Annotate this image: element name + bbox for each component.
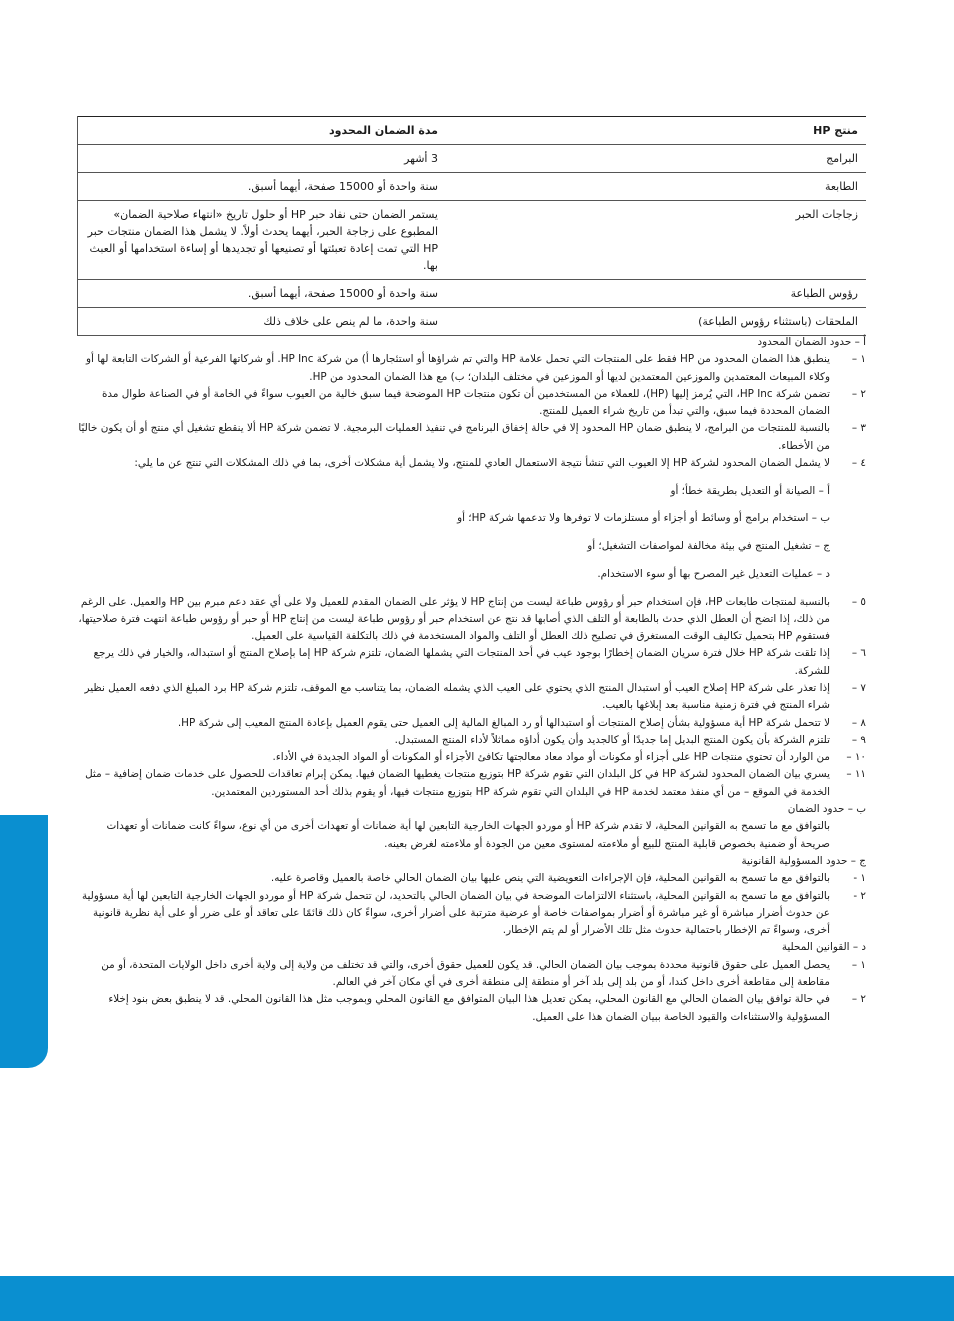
item-number: ٥ – bbox=[851, 595, 866, 608]
item-text: بالتوافق مع ما تسمح به القوانين المحلية، فإن الإجراءات التعويضية التي ينص عليها بيان الضمان الحالي خاصة بالعميل وقاصرة عليه. bbox=[270, 872, 830, 885]
header-duration: مدة الضمان المحدود bbox=[78, 117, 447, 145]
item-number: ١ - bbox=[853, 872, 866, 885]
item-number: ٩ – bbox=[851, 733, 866, 746]
list-item bbox=[77, 420, 866, 455]
item-number: ٦ – bbox=[851, 647, 866, 660]
item-text: لا تتحمل شركة HP أية مسؤولية بشأن إصلاح المنتجات أو استبدالها أو رد المبالغ المالية إلى العميل حتى يقوم العميل بإعادة المنتج المعيب إلى شركة HP. bbox=[177, 716, 830, 729]
sub-item: ب – استخدام برامج أو وسائط أو أجزاء أو مستلزمات لا توفرها ولا تدعمها شركة HP؛ أو bbox=[457, 512, 830, 525]
list-item bbox=[77, 749, 866, 766]
warranty-table bbox=[77, 116, 866, 336]
item-text: يسري بيان الضمان المحدود لشركة HP في كل البلدان التي تقوم شركة HP بتوزيع منتجات يغطيها الضمان فيها. يمكن إبرام تعاقدات للحصول على خدمات ضمان إضافية – مثل الخدمة في الموقع – من أي منفذ معتمد لخدمة HP في البلدان التي تقوم شركة HP بتوزيع منتجات فيها، أو يقوم بذلك أحد المستوردين المعتمدين. bbox=[85, 768, 830, 798]
item-text: من الوارد أن تحتوي منتجات HP على أجزاء أو مكونات أو مواد معاد معالجتها تكافئ الأجزاء أو المكونات أو المواد الجديدة في الأداء. bbox=[272, 751, 830, 764]
sub-item: أ – الصيانة أو التعديل بطريقة خطأ؛ أو bbox=[670, 484, 830, 497]
cell-product: البرامج bbox=[446, 145, 866, 173]
table-header-row bbox=[78, 117, 867, 145]
sub-item: د – عمليات التعديل غير المصرح بها أو سوء الاستخدام. bbox=[597, 567, 830, 580]
item-number: ٧ – bbox=[851, 682, 866, 694]
list-item bbox=[77, 957, 866, 992]
table-row bbox=[78, 280, 867, 308]
item-text: لا يشمل الضمان المحدود لشركة HP إلا العيوب التي تنشأ نتيجة الاستعمال العادي للمنتج، ولا يشمل أية مشكلات أخرى، بما في ذلك المشكلات التي تنتج عن ما يلي: bbox=[134, 457, 830, 470]
list-item bbox=[77, 766, 866, 801]
cell-product: زجاجات الحبر bbox=[446, 201, 866, 280]
item-text: تضمن شركة HP Inc، التي يُرمز إليها (HP)، للعملاء من المستخدمين أن تكون منتجات HP الموضحة فيما سبق خالية من العيوب سواءً في الخامة أو في الصناعة طوال مدة الضمان المحددة فيما سبق، والتي تبدأ من تاريخ شراء العميل للمنتج. bbox=[101, 387, 830, 418]
sub-item: ج – تشغيل المنتج في بيئة مخالفة لمواصفات التشغيل؛ أو bbox=[587, 540, 830, 553]
table-row bbox=[78, 308, 867, 336]
item-text: إذا تلقت شركة HP خلال فترة سريان الضمان إخطارًا بوجود عيب في أحد المنتجات التي يشملها الضمان، تلتزم شركة HP إما بإصلاح المنتج أو استبداله، والخيار في ذلك يرجع للشركة. bbox=[93, 647, 830, 677]
item-text: يحصل العميل على حقوق قانونية محددة بموجب بيان الضمان الحالي. قد يكون للعميل حقوق أخرى، والتي قد تختلف من ولاية إلى ولاية أخرى داخل الولايات المتحدة، أو من مقاطعة إلى مقاطعة أخرى داخل كندا، أو من بلد إلى بلد آخر أو منطقة إلى منطقة أخرى في أي مكان آخر في العالم. bbox=[101, 958, 830, 989]
side-tab-decoration bbox=[0, 815, 48, 1068]
cell-product: رؤوس الطباعة bbox=[446, 280, 866, 308]
item-number: ١ – bbox=[851, 353, 866, 366]
warranty-terms bbox=[77, 334, 866, 1026]
section-d-title: د – القوانين المحلية bbox=[781, 941, 866, 954]
item-text: ينطبق هذا الضمان المحدود من HP فقط على المنتجات التي تحمل علامة HP والتي تم شراؤها أو استئجارها أ) من شركة HP Inc. أو شركاتها الفرعية أو الشركات التابعة لها أو وكلاء المبيعات المعتمدين والموزعين المعتمدين لديها أو الموزعين في مختلف البلدان؛ ب) مع هذا الضمان المحدود من HP. bbox=[86, 353, 830, 383]
list-item bbox=[77, 351, 866, 386]
table-row bbox=[78, 201, 867, 280]
cell-duration: 3 أشهر bbox=[78, 145, 447, 173]
item-text: بالتوافق مع ما تسمح به القوانين المحلية، باستثناء الالتزامات الموضحة في بيان الضمان الحالي بالتحديد، لن تتحمل شركة HP أو موردو الجهات الخارجية التابعين لها أية مسؤولية عن حدوث أضرار مباشرة أو غير مباشرة أو أضرار بمواصفات خاصة أو عرضية مترتبة على أضرار أخرى، سواءً كان ذلك قائمًا على تعاقد أو على ضرر أو على أية نظرية قانونية أخرى، وسواءً تم الإخطار باحتمالية حدوث مثل تلك الأضرار أو لم يتم الإخطار. bbox=[81, 889, 830, 937]
item-text: بالنسبة لمنتجات طابعات HP، فإن استخدام حبر أو رؤوس طباعة ليست من إنتاج HP لا يؤثر على الضمان المقدم للعميل ولا على أي عقد دعم مبرم بين HP والعميل. على الرغم من ذلك، إذا اتضح أن العطل الذي حدث بالطابعة أو التلف الذي أصابها قد نتج عن استخدام حبر أو رؤوس طباعة ليست من إنتاج HP أو حبر أو رؤوس طباعة انتهت فترة صلاحيتها، فستقوم HP بتحميل تكاليف الوقت المستغرق في تصليح ذلك العطل أو التلف والمواد المستخدمة في ذلك بالتكلفة القياسية على العميل. bbox=[78, 595, 830, 643]
list-item bbox=[77, 888, 866, 940]
cell-product: الطابعة bbox=[446, 173, 866, 201]
list-item bbox=[77, 732, 866, 749]
item-number: ١١ – bbox=[846, 768, 866, 781]
item-text: في حالة توافق بيان الضمان الحالي مع القانون المحلي، يمكن تعديل هذا البيان المتوافق مع القانون المحلي وبموجب مثل هذا القانون المحلي. قد لا ينطبق بعض بنود إخلاء المسؤولية والاستثناءات والقيود الخاصة ببيان الضمان هذا على العميل. bbox=[108, 993, 830, 1023]
list-item bbox=[77, 386, 866, 421]
list-item bbox=[77, 991, 866, 1026]
list-item bbox=[77, 455, 866, 472]
item-number: ٢ – bbox=[851, 993, 866, 1006]
section-b-text: بالتوافق مع ما تسمح به القوانين المحلية، لا تقدم شركة HP أو موردو الجهات الخارجية التابعين لها أية ضمانات أو تعهدات أخرى من أي نوع، سواءً كانت ضمانات أو تعهدات صريحة أو ضمنية بخصوص قابلية المنتج للبيع أو ملاءمته لمستوى معين من الجودة أو ملاءمته لغرض بعينه. bbox=[106, 820, 830, 850]
table-row bbox=[78, 145, 867, 173]
item-number: ١ – bbox=[851, 958, 866, 971]
section-c-title: ج – حدود المسؤولية القانونية bbox=[741, 854, 866, 867]
list-item bbox=[77, 715, 866, 732]
item-number: ٣ – bbox=[851, 422, 866, 435]
item-number: ٢ – bbox=[851, 387, 866, 400]
list-item bbox=[77, 870, 866, 887]
cell-duration: سنة واحدة، ما لم ينص على خلاف ذلك bbox=[78, 308, 447, 336]
item-number: ٢ - bbox=[853, 889, 866, 902]
item-text: تلتزم الشركة بأن يكون المنتج البديل إما جديدًا أو كالجديد وأن يكون أداؤه مماثلاً لأداء المنتج المستبدل. bbox=[394, 733, 830, 746]
item-text: إذا تعذر على شركة HP إصلاح العيب أو استبدال المنتج الذي يحتوي على العيب الذي يشمله الضمان، بما يتناسب مع الموقف، تلتزم شركة HP برد المبلغ الذي دفعه العميل نظير شراء المنتج في فترة زمنية مناسبة بعد إبلاغها بالعيب. bbox=[84, 682, 830, 712]
table-row bbox=[78, 173, 867, 201]
list-item bbox=[77, 594, 866, 646]
section-a-title: أ – حدود الضمان المحدود bbox=[757, 336, 866, 348]
cell-product: الملحقات (باستثناء رؤوس الطباعة) bbox=[446, 308, 866, 336]
section-b-title: ب – حدود الضمان bbox=[787, 803, 866, 816]
item-number: ١٠ – bbox=[846, 751, 866, 764]
item-number: ٤ – bbox=[851, 457, 866, 470]
list-item bbox=[77, 680, 866, 715]
cell-duration: سنة واحدة أو 15000 صفحة، أيهما أسبق. bbox=[78, 173, 447, 201]
list-item bbox=[77, 645, 866, 680]
cell-duration: سنة واحدة أو 15000 صفحة، أيهما أسبق. bbox=[78, 280, 447, 308]
item-number: ٨ – bbox=[851, 716, 866, 729]
footer-bar bbox=[0, 1276, 954, 1321]
header-product: منتج HP bbox=[446, 117, 866, 145]
cell-duration: يستمر الضمان حتى نفاد حبر HP أو حلول تاريخ «انتهاء صلاحية الضمان» المطبوع على زجاجة الحبر، أيهما يحدث أولاً. لا يشمل هذا الضمان منتجات حبر HP التي تمت إعادة تعبئتها أو تصنيعها أو تجديدها أو إساءة استخدامها أو العبث بها. bbox=[78, 201, 447, 280]
item-text: بالنسبة للمنتجات من البرامج، لا ينطبق ضمان HP المحدود إلا في حالة إخفاق البرنامج في تنفيذ العمليات البرمجية. لا تضمن شركة HP ألا ينقطع تشغيل أي منتج أو أن يكون خاليًا من الأخطاء. bbox=[78, 422, 830, 452]
